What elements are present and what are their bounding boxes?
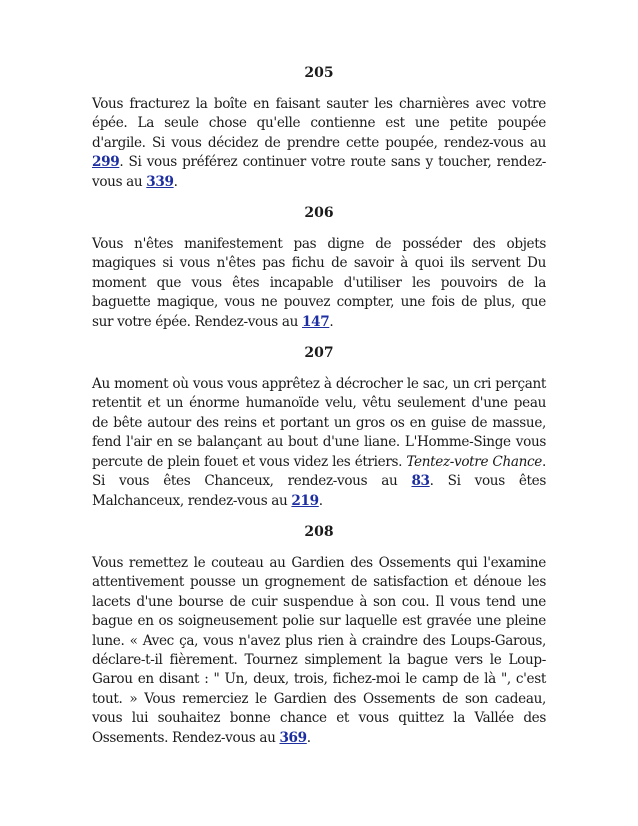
link-83[interactable]: 83 xyxy=(411,473,430,490)
section-number-205: 205 xyxy=(304,65,334,81)
section-number-206: 206 xyxy=(304,205,334,222)
link-219[interactable]: 219 xyxy=(291,492,319,509)
link-339[interactable]: 339 xyxy=(146,173,174,190)
section-206-text: Vous n'êtes manifestement pas digne de posséder des objets magiques si vous n'êtes pas fichu de savoir à quoi ils servent Du moment que vous êtes incapable d'utiliser les pouvoirs de la baguette magique, vous ne pouvez compter, une fois de plus, que sur votre épée. Rendez-vous au 147. xyxy=(92,236,546,330)
section-208-text: Vous remettez le couteau au Gardien des Ossements qui l'examine attentivement pousse un grognement de satisfaction et dénoue les lacets d'une bourse de cuir suspendue à son cou. Il vous tend une bague en os soigneusement polie sur laquelle est gravée une pleine lune. « Avec ça, vous n'avez plus rien à craindre des Loups-Garous, déclare-t-il fièrement. Tournez simplement la bague vers le Loup-Garou en disant : " Un, deux, trois, fichez-moi le camp de là ", c'est tout. » Vous remerciez le Gardien des Ossements de son cadeau, vous lui souhaitez bonne chance et vous quittez la Vallée des Ossements. Rendez-vous au 369. xyxy=(92,554,546,746)
link-369[interactable]: 369 xyxy=(279,729,307,746)
section-number-207: 207 xyxy=(304,345,334,362)
document-page xyxy=(92,63,546,759)
link-299[interactable]: 299 xyxy=(92,154,120,171)
tentez-votre-chance: Tentez-votre Chance xyxy=(406,453,542,470)
section-205-text: Vous fracturez la boîte en faisant sauter les charnières avec votre épée. La seule chose qu'elle contienne est une petite poupée d'argile. Si vous décidez de prendre cette poupée, rendez-vous au 299. Si vous préférez continuer votre route sans y toucher, rendez-vous au 339. xyxy=(92,96,546,190)
section-207-text: Au moment où vous vous apprêtez à décrocher le sac, un cri perçant retentit et un énorme humanoïde velu, vêtu seulement d'une peau de bête autour des reins et portant un gros os en guise de massue, fend l'air en se balançant au bout d'une liane. L'Homme-Singe vous percute de plein fouet et vous videz les étriers. Tentez-votre Chance. Si vous êtes Chanceux, rendez-vous au 83. Si vous êtes Malchanceux, rendez-vous au 219. xyxy=(92,376,546,509)
section-number-208: 208 xyxy=(304,523,334,540)
link-147[interactable]: 147 xyxy=(302,313,330,330)
